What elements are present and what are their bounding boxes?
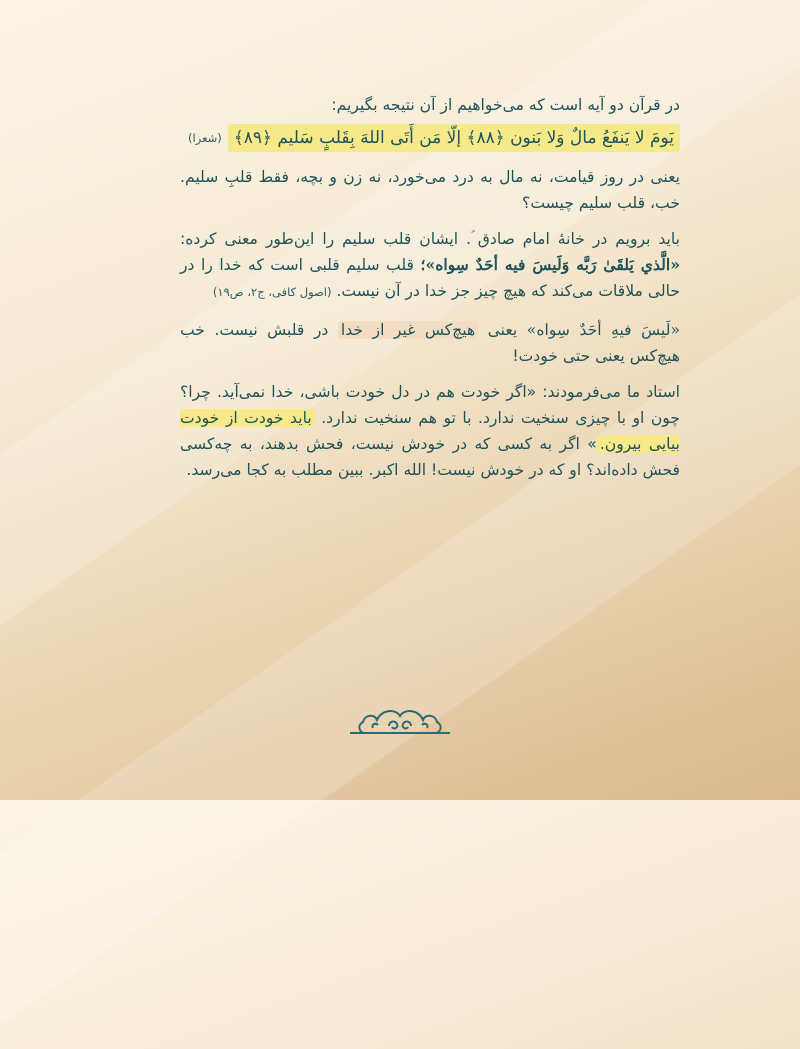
paragraph-3-mid: یعنی bbox=[487, 321, 518, 339]
verse-source: (شعرا) bbox=[188, 131, 222, 145]
hadith-reference: (اصول کافی، ج۲، ص۱۹) bbox=[212, 285, 332, 299]
highlight-leave-yourself: باید خودت از خودت بیایی بیرون. bbox=[180, 409, 680, 453]
paragraph-4 bbox=[180, 379, 680, 483]
document-body bbox=[180, 92, 680, 493]
hadith-quote: «الَّذي يَلقَىٰ رَبَّه وَلَيسَ فيه أحَدٌ سِواه»؛ bbox=[420, 255, 680, 274]
paragraph-4-start: استاد ما می‌فرمودند: «اگر خودت هم در دل خودت باشی، خدا نمی‌آید. چرا؟ چون او با چیزی سنخیت ندارد. با تو هم سنخیت ندارد. bbox=[180, 383, 680, 427]
paragraph-3 bbox=[180, 317, 680, 369]
intro-line: در قرآن دو آیه است که می‌خواهیم از آن نتیجه بگیریم: bbox=[331, 96, 680, 114]
paragraph-4-end: » اگر به کسی که در خودش نیست، فحش بدهند، به چه‌کسی فحش داده‌اند؟ او که در خودش نیست! الله اکبر. ببین مطلب به کجا می‌رسد. bbox=[180, 435, 680, 479]
paragraph-1: یعنی در روز قیامت، نه مال به درد می‌خورد، نه زن و بچه، فقط قلبِ سلیم. خب، قلب سلیم چیست؟ bbox=[180, 168, 680, 212]
quran-verse bbox=[180, 124, 680, 152]
verse-text: یَومَ لا یَنفَعُ مالٌ وَلا بَنون ﴿۸۸﴾ إلّا مَن أَتَى اللهَ بِقَلبٍ سَليم ﴿۸۹﴾ bbox=[228, 124, 680, 152]
paragraph-2 bbox=[180, 226, 680, 305]
paragraph-3-rest: در قلبش نیست. خب هیچ‌کس یعنی حتی خودت! bbox=[180, 321, 680, 365]
paragraph-2-line2: قلب سلیم قلبی است که خدا را در حالی ملاقات می‌کند که هیچ چیز جز خدا در آن نیست. bbox=[180, 256, 680, 300]
paragraph-2-line1: باید برویم در خانهٔ امام صادق ؑ. ایشان قلب سلیم را این‌طور معنی کرده: bbox=[180, 230, 680, 248]
cloud-ornament-icon bbox=[345, 700, 455, 740]
paragraph-3-quote: «لَيسَ فيهِ أحَدٌ سِواه» bbox=[526, 321, 681, 339]
highlight-no-one-but-god: هیچ‌کس غیر از خدا bbox=[338, 321, 478, 339]
